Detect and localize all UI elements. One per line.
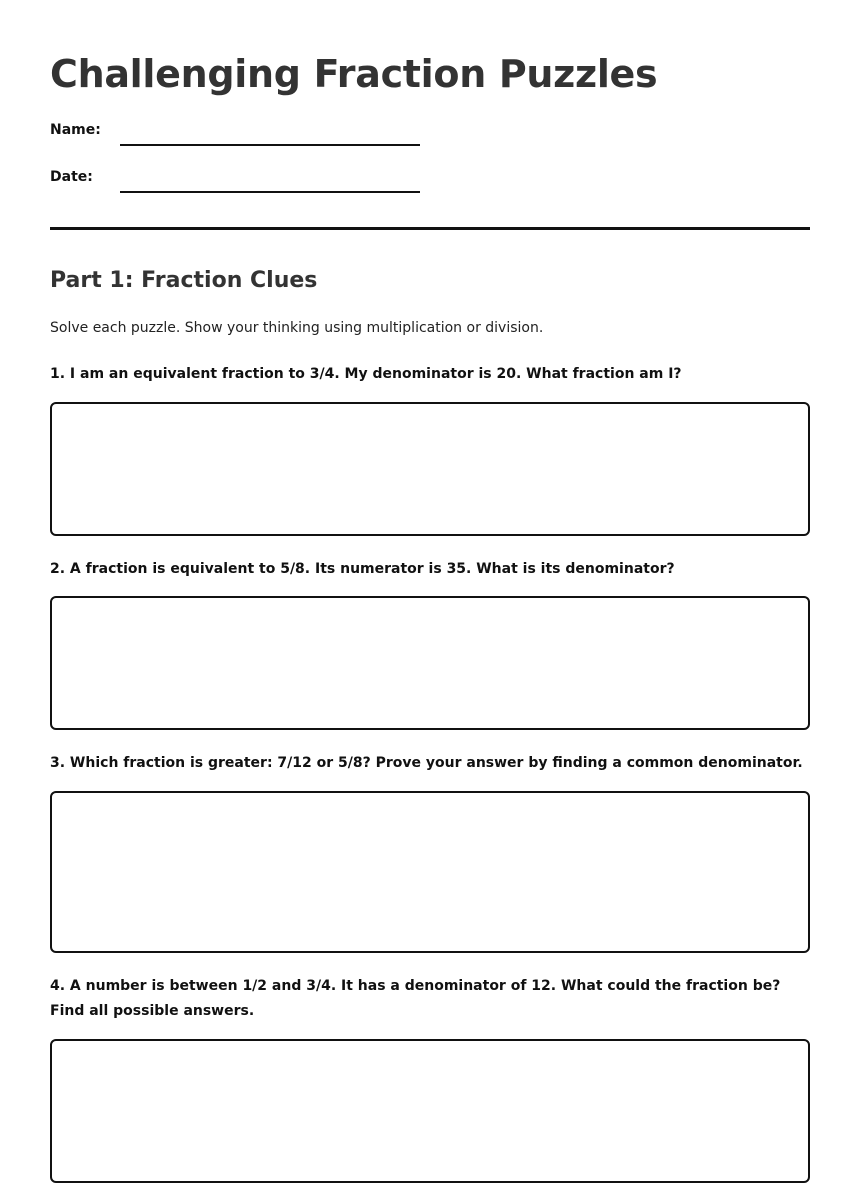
date-field-row	[50, 168, 450, 198]
section-title: Part 1: Fraction Clues	[50, 268, 318, 293]
answer-box-2[interactable]	[50, 596, 810, 730]
question-1-text: 1. I am an equivalent fraction to 3/4. My denominator is 20. What fraction am I?	[50, 366, 682, 382]
answer-box-4[interactable]	[50, 1039, 810, 1183]
name-input[interactable]	[120, 124, 420, 146]
name-field-row	[50, 121, 450, 151]
answer-box-1[interactable]	[50, 402, 810, 536]
instructions-text: Solve each puzzle. Show your thinking using multiplication or division.	[50, 320, 544, 336]
page-title: Challenging Fraction Puzzles	[50, 52, 658, 96]
question-3-text: 3. Which fraction is greater: 7/12 or 5/8? Prove your answer by finding a common denominator.	[50, 755, 803, 771]
name-label: Name:	[50, 122, 101, 138]
question-4-text: 4. A number is between 1/2 and 3/4. It has a denominator of 12. What could the fraction be? Find all possible answers.	[50, 978, 781, 1019]
answer-box-3[interactable]	[50, 791, 810, 953]
date-label: Date:	[50, 169, 93, 185]
date-input[interactable]	[120, 171, 420, 193]
header-divider	[50, 227, 810, 230]
question-2-text: 2. A fraction is equivalent to 5/8. Its numerator is 35. What is its denominator?	[50, 561, 675, 577]
